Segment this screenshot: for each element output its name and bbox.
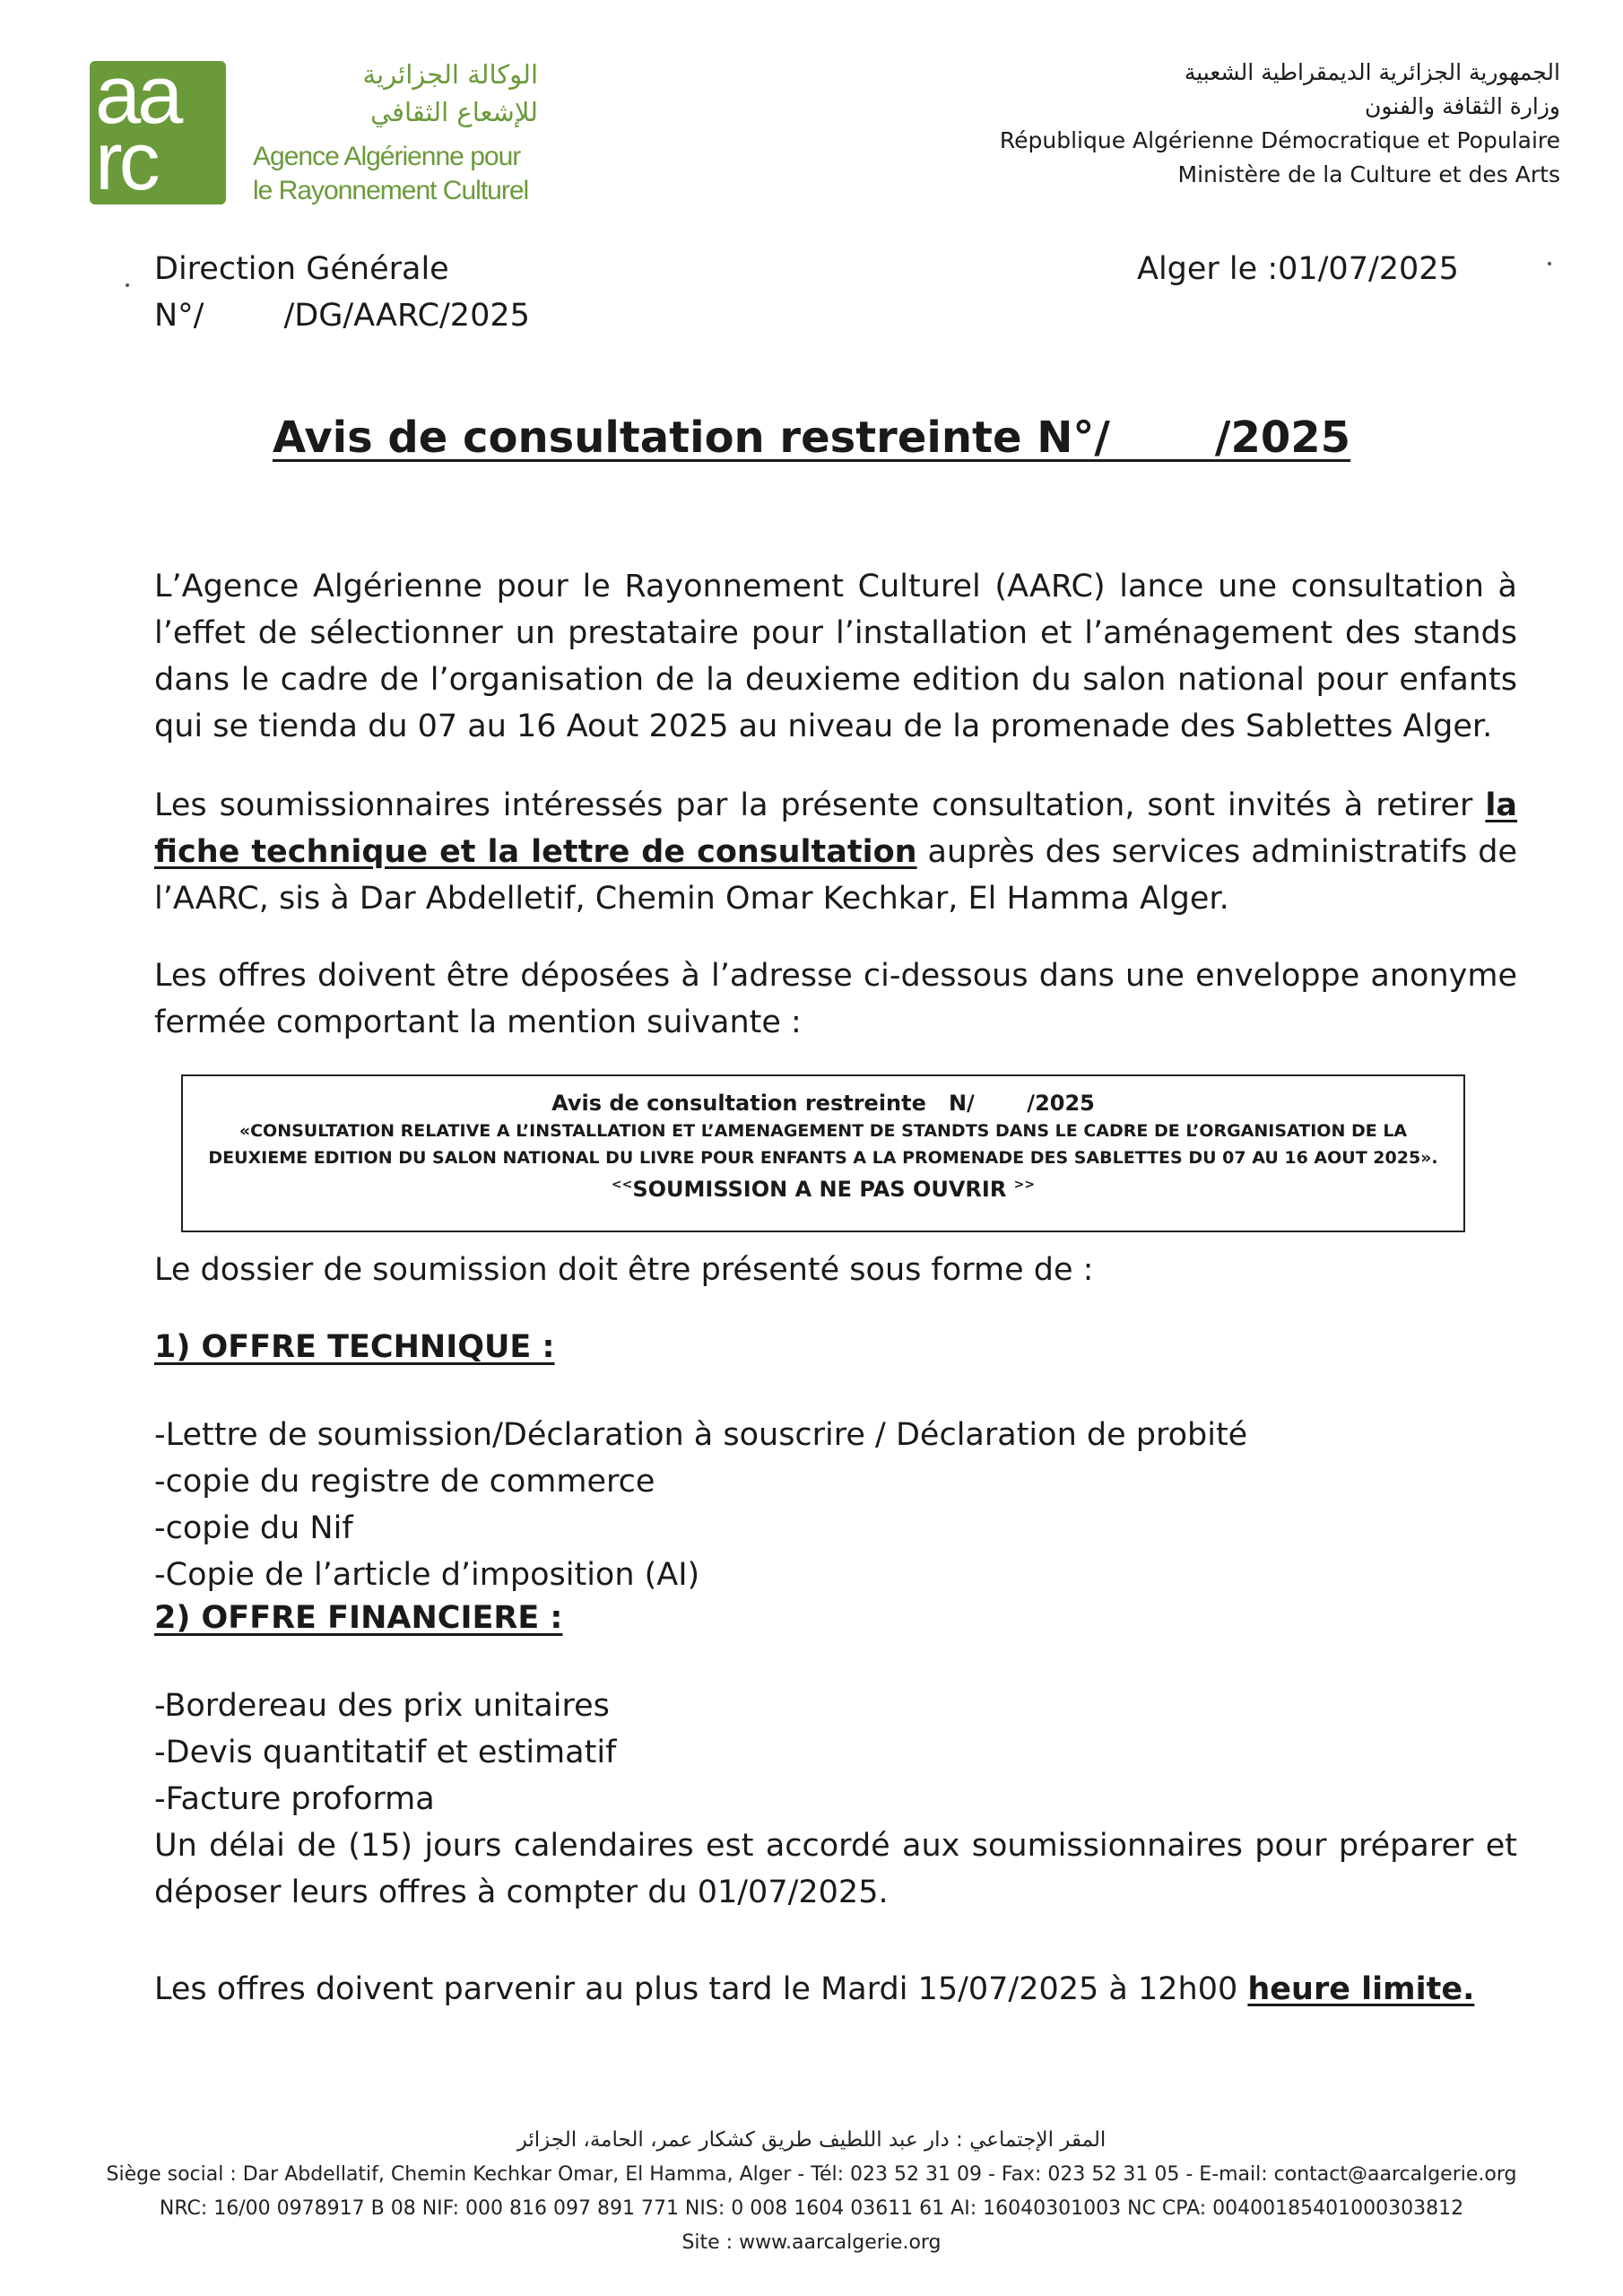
logo-arabic-line1: الوكالة الجزائرية bbox=[362, 59, 538, 90]
place-date: Alger le :01/07/2025 bbox=[1137, 251, 1459, 287]
list-item: -copie du Nif bbox=[154, 1510, 353, 1546]
mention-description: «CONSULTATION RELATIVE A L’INSTALLATION ET L’AMENAGEMENT DE STANDTS DANS LE CADRE DE L’ORGANISATION DE LA DEUXIEME EDITION DU SALON NATIONAL DU LIVRE POUR ENFANTS A LA PROMENADE DES SABLETTES DU 07 AU 16 AOUT 2025». bbox=[208, 1121, 1438, 1168]
scan-speck bbox=[126, 283, 129, 287]
deadline-text: Les offres doivent parvenir au plus tard le Mardi 15/07/2025 à 12h00 bbox=[154, 1971, 1248, 2007]
mention-title: Avis de consultation restreinte N/ /2025 bbox=[551, 1091, 1095, 1116]
technical-sheet-link: la fiche technique et la lettre de consultation bbox=[154, 787, 1517, 870]
logo-mark-top: aa bbox=[95, 49, 180, 141]
header-arabic-line2: وزارة الثقافة والفنون bbox=[1365, 93, 1560, 119]
list-item: -Facture proforma bbox=[154, 1781, 435, 1817]
direction-block bbox=[154, 246, 530, 339]
technical-offer-heading: 1) OFFRE TECHNIQUE : bbox=[154, 1329, 555, 1365]
envelope-mention-box bbox=[181, 1074, 1465, 1232]
technical-offer-list bbox=[154, 1412, 1247, 1598]
list-item: -Devis quantitatif et estimatif bbox=[154, 1735, 617, 1770]
invite-text-before: Les soumissionnaires intéressés par la présente consultation, sont invités à retirer bbox=[154, 787, 1486, 823]
footer-arabic-address: المقر الإجتماعي : دار عبد اللطيف طريق كشكار عمر، الحامة، الجزائر bbox=[516, 2128, 1107, 2152]
header-french-line1: République Algérienne Démocratique et Populaire bbox=[999, 127, 1560, 153]
logo-french-line1: Agence Algérienne pour bbox=[253, 142, 521, 171]
deadline-emphasis: heure limite. bbox=[1247, 1971, 1475, 2007]
financial-offer-list bbox=[154, 1683, 616, 1822]
header-french-line2: Ministère de la Culture et des Arts bbox=[1177, 161, 1560, 187]
aarc-logo bbox=[90, 49, 226, 207]
intro-text: L’Agence Algérienne pour le Rayonnement Culturel (AARC) lance une consultation à l’effet de sélectionner un prestataire pour l’installation et l’aménagement des stands dans le cadre de l’organisation de la deuxieme edition du salon national pour enfants qui se tienda du 07 au 16 Aout 2025 au niveau de la promenade des Sablettes Alger. bbox=[154, 569, 1517, 744]
page-footer bbox=[0, 2122, 1623, 2260]
deadline-paragraph bbox=[154, 1966, 1517, 2013]
logo-french-line2: le Rayonnement Culturel bbox=[253, 176, 529, 205]
logo-arabic-name bbox=[242, 56, 538, 131]
footer-website: Site : www.aarcalgerie.org bbox=[681, 2231, 942, 2254]
intro-paragraph bbox=[154, 563, 1517, 750]
delay-paragraph: Un délai de (15) jours calendaires est accordé aux soumissionnaires pour préparer et déposer leurs offres à compter du 01/07/2025. bbox=[154, 1828, 1517, 1910]
footer-registration-line: NRC: 16/00 0978917 B 08 NIF: 000 816 097 891 771 NIS: 0 008 1604 03611 61 AI: 16040301003 NC CPA: 00400185401000303812 bbox=[159, 2197, 1464, 2220]
header-arabic-line1: الجمهورية الجزائرية الديمقراطية الشعبية bbox=[1184, 59, 1560, 85]
list-item: -Copie de l’article d’imposition (AI) bbox=[154, 1557, 700, 1593]
list-item: -copie du registre de commerce bbox=[154, 1464, 655, 1500]
list-item: -Bordereau des prix unitaires bbox=[154, 1688, 610, 1724]
footer-address-line: Siège social : Dar Abdellatif, Chemin Kechkar Omar, El Hamma, Alger - Tél: 023 52 31 09 - Fax: 023 52 31 05 - E-mail: contact@aarcalgerie.org bbox=[106, 2163, 1517, 2186]
logo-french-name bbox=[253, 140, 528, 208]
invite-paragraph bbox=[154, 782, 1517, 922]
direction-label: Direction Générale bbox=[154, 251, 449, 287]
logo-arabic-line2: للإشعاع الثقافي bbox=[370, 97, 538, 127]
offers-paragraph bbox=[154, 952, 1517, 1046]
invite-text-after: auprès des services administratifs de l’AARC, sis à Dar Abdelletif, Chemin Omar Kechkar, El Hamma Alger. bbox=[154, 834, 1517, 917]
page-title: Avis de consultation restreinte N°/ /2025 bbox=[272, 413, 1351, 463]
ministry-header bbox=[843, 56, 1560, 192]
dossier-intro: Le dossier de soumission doit être présenté sous forme de : bbox=[154, 1252, 1094, 1288]
financial-offer-heading: 2) OFFRE FINANCIERE : bbox=[154, 1600, 563, 1636]
logo-mark-bottom: rc bbox=[95, 116, 157, 207]
list-item: -Lettre de soumission/Déclaration à souscrire / Déclaration de probité bbox=[154, 1417, 1248, 1453]
mention-do-not-open: <<SOUMISSION A NE PAS OUVRIR >> bbox=[611, 1177, 1036, 1202]
reference-number: N°/ /DG/AARC/2025 bbox=[154, 298, 530, 334]
offers-text: Les offres doivent être déposées à l’adresse ci-dessous dans une enveloppe anonyme fermée comportant la mention suivante : bbox=[154, 958, 1517, 1040]
scan-speck bbox=[1548, 262, 1551, 265]
